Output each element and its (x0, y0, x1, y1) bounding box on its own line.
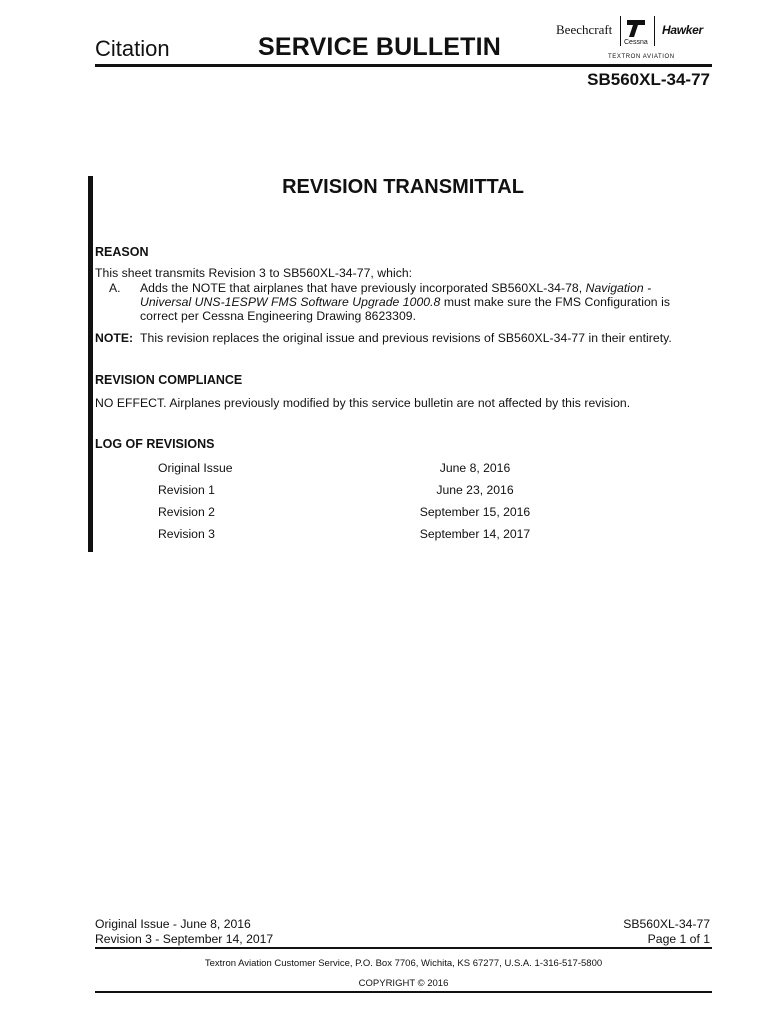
compliance-heading: REVISION COMPLIANCE (95, 373, 243, 387)
reason-item-line1: Adds the NOTE that airplanes that have previously incorporated SB560XL-34-78, Navigation - (140, 281, 652, 295)
revision-label: Revision 1 (158, 483, 215, 497)
revision-label: Revision 2 (158, 505, 215, 519)
footer-copyright: COPYRIGHT © 2016 (358, 978, 449, 989)
change-bar (88, 240, 93, 552)
note-label: NOTE: (95, 331, 134, 345)
compliance-text: NO EFFECT. Airplanes previously modified by this service bulletin are not affected by this revision. (95, 396, 631, 410)
brand-citation: Citation (95, 36, 170, 61)
reason-item-line3: correct per Cessna Engineering Drawing 8623309. (140, 309, 417, 323)
logo-divider (654, 16, 655, 46)
doc-number: SB560XL-34-77 (587, 70, 710, 89)
beechcraft-logo: Beechcraft (556, 22, 613, 37)
revision-label: Original Issue (158, 461, 233, 475)
hawker-logo: Hawker (662, 23, 703, 37)
revision-date: June 23, 2016 (436, 483, 514, 497)
footer-page-info (623, 917, 710, 947)
header-rule (95, 64, 712, 67)
footer-page-number: Page 1 of 1 (647, 932, 710, 946)
footer-original-issue: Original Issue - June 8, 2016 (95, 917, 251, 931)
footer-rule (95, 947, 712, 949)
revision-date: September 14, 2017 (419, 527, 531, 541)
document-title: SERVICE BULLETIN (258, 33, 502, 61)
textron-aviation-logo: TEXTRON AVIATION (608, 54, 675, 60)
footer-doc-number: SB560XL-34-77 (623, 917, 710, 931)
footer-issue-info (95, 917, 273, 947)
reason-intro: This sheet transmits Revision 3 to SB560XL-34-77, which: (95, 266, 413, 280)
cessna-logo-text: Cessna (624, 39, 648, 46)
note-text: This revision replaces the original issue and previous revisions of SB560XL-34-77 in their entirety. (140, 331, 672, 345)
cessna-logo-icon (626, 18, 646, 38)
footer-revision: Revision 3 - September 14, 2017 (95, 932, 274, 946)
reason-item-line2: Universal UNS-1ESPW FMS Software Upgrade 1000.8 must make sure the FMS Configuration is (140, 295, 670, 309)
reason-item-letter: A. (109, 281, 121, 295)
log-heading: LOG OF REVISIONS (95, 437, 215, 451)
revision-label: Revision 3 (158, 527, 215, 541)
reason-heading: REASON (95, 245, 149, 259)
revision-date: September 15, 2016 (419, 505, 531, 519)
logo-group (556, 14, 716, 64)
logo-divider (620, 16, 621, 46)
footer-rule (95, 991, 712, 993)
revision-date: June 8, 2016 (439, 461, 511, 475)
footer-address: Textron Aviation Customer Service, P.O. Box 7706, Wichita, KS 67277, U.S.A. 1-316-517-5800 (204, 958, 603, 969)
section-title: REVISION TRANSMITTAL (282, 176, 524, 198)
